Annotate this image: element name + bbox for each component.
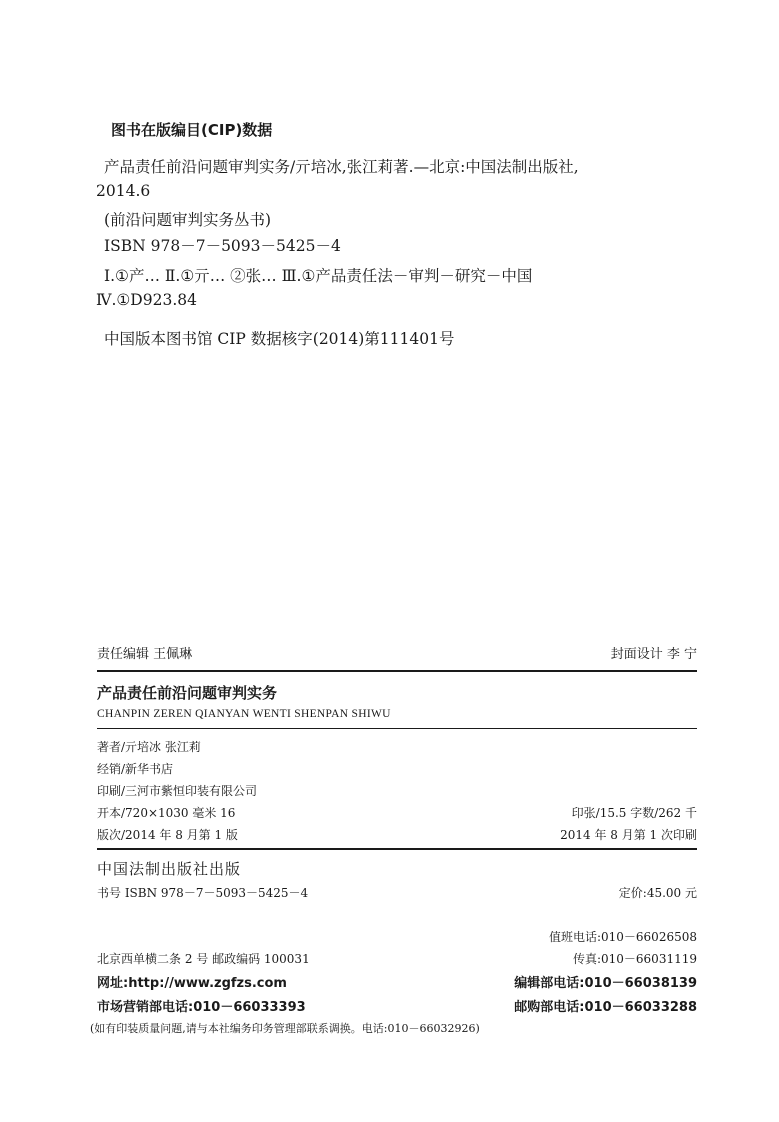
duty-phone: 值班电话:010－66026508 bbox=[548, 930, 697, 944]
fax: 传真:010－66031119 bbox=[572, 952, 697, 966]
distributor: 经销/新华书店 bbox=[97, 762, 174, 776]
marketing-phone: 市场营销部电话:010－66033393 bbox=[97, 1000, 306, 1015]
isbn: 书号 ISBN 978－7－5093－5425－4 bbox=[97, 886, 309, 900]
address: 北京西单横二条 2 号 邮政编码 100031 bbox=[97, 952, 310, 966]
cip-line-3: (前沿问题审判实务丛书) bbox=[104, 211, 272, 229]
book-format: 开本/720×1030 毫米 16 bbox=[97, 806, 236, 820]
book-title-pinyin: CHANPIN ZEREN QIANYAN WENTI SHENPAN SHIWU bbox=[97, 708, 391, 720]
rule-top bbox=[97, 670, 697, 672]
cip-line-4: ISBN 978－7－5093－5425－4 bbox=[104, 237, 341, 255]
cip-line-7: 中国版本图书馆 CIP 数据核字(2014)第111401号 bbox=[104, 330, 455, 348]
cip-title: 图书在版编目(CIP)数据 bbox=[111, 121, 273, 139]
website: 网址:http://www.zgfzs.com bbox=[97, 976, 287, 991]
edition: 版次/2014 年 8 月第 1 版 bbox=[97, 828, 238, 842]
editor-credit: 责任编辑 王佩琳 bbox=[97, 647, 193, 662]
cover-credit: 封面设计 李 宁 bbox=[610, 647, 697, 662]
sheets-words: 印张/15.5 字数/262 千 bbox=[571, 806, 697, 820]
rule-mid bbox=[97, 728, 697, 729]
rule-bottom bbox=[97, 848, 697, 850]
authors: 著者/亓培冰 张江莉 bbox=[97, 740, 201, 754]
mail-phone: 邮购部电话:010－66033288 bbox=[514, 1000, 697, 1015]
cip-line-6: Ⅳ.①D923.84 bbox=[96, 291, 197, 309]
editorial-phone: 编辑部电话:010－66038139 bbox=[514, 976, 697, 991]
quality-notice: (如有印装质量问题,请与本社编务印务管理部联系调换。电话:010－66032926) bbox=[90, 1022, 480, 1035]
price: 定价:45.00 元 bbox=[618, 886, 697, 900]
cip-line-2: 2014.6 bbox=[96, 182, 151, 200]
cip-line-5: Ⅰ.①产… Ⅱ.①亓… ②张… Ⅲ.①产品责任法－审判－研究－中国 bbox=[104, 267, 533, 285]
cip-line-1: 产品责任前沿问题审判实务/亓培冰,张江莉著.—北京:中国法制出版社, bbox=[104, 158, 579, 176]
printing: 2014 年 8 月第 1 次印刷 bbox=[560, 828, 697, 842]
book-title-cn: 产品责任前沿问题审判实务 bbox=[97, 684, 278, 702]
publisher-name: 中国法制出版社出版 bbox=[97, 860, 242, 878]
printer: 印刷/三河市紫恒印装有限公司 bbox=[97, 784, 258, 798]
